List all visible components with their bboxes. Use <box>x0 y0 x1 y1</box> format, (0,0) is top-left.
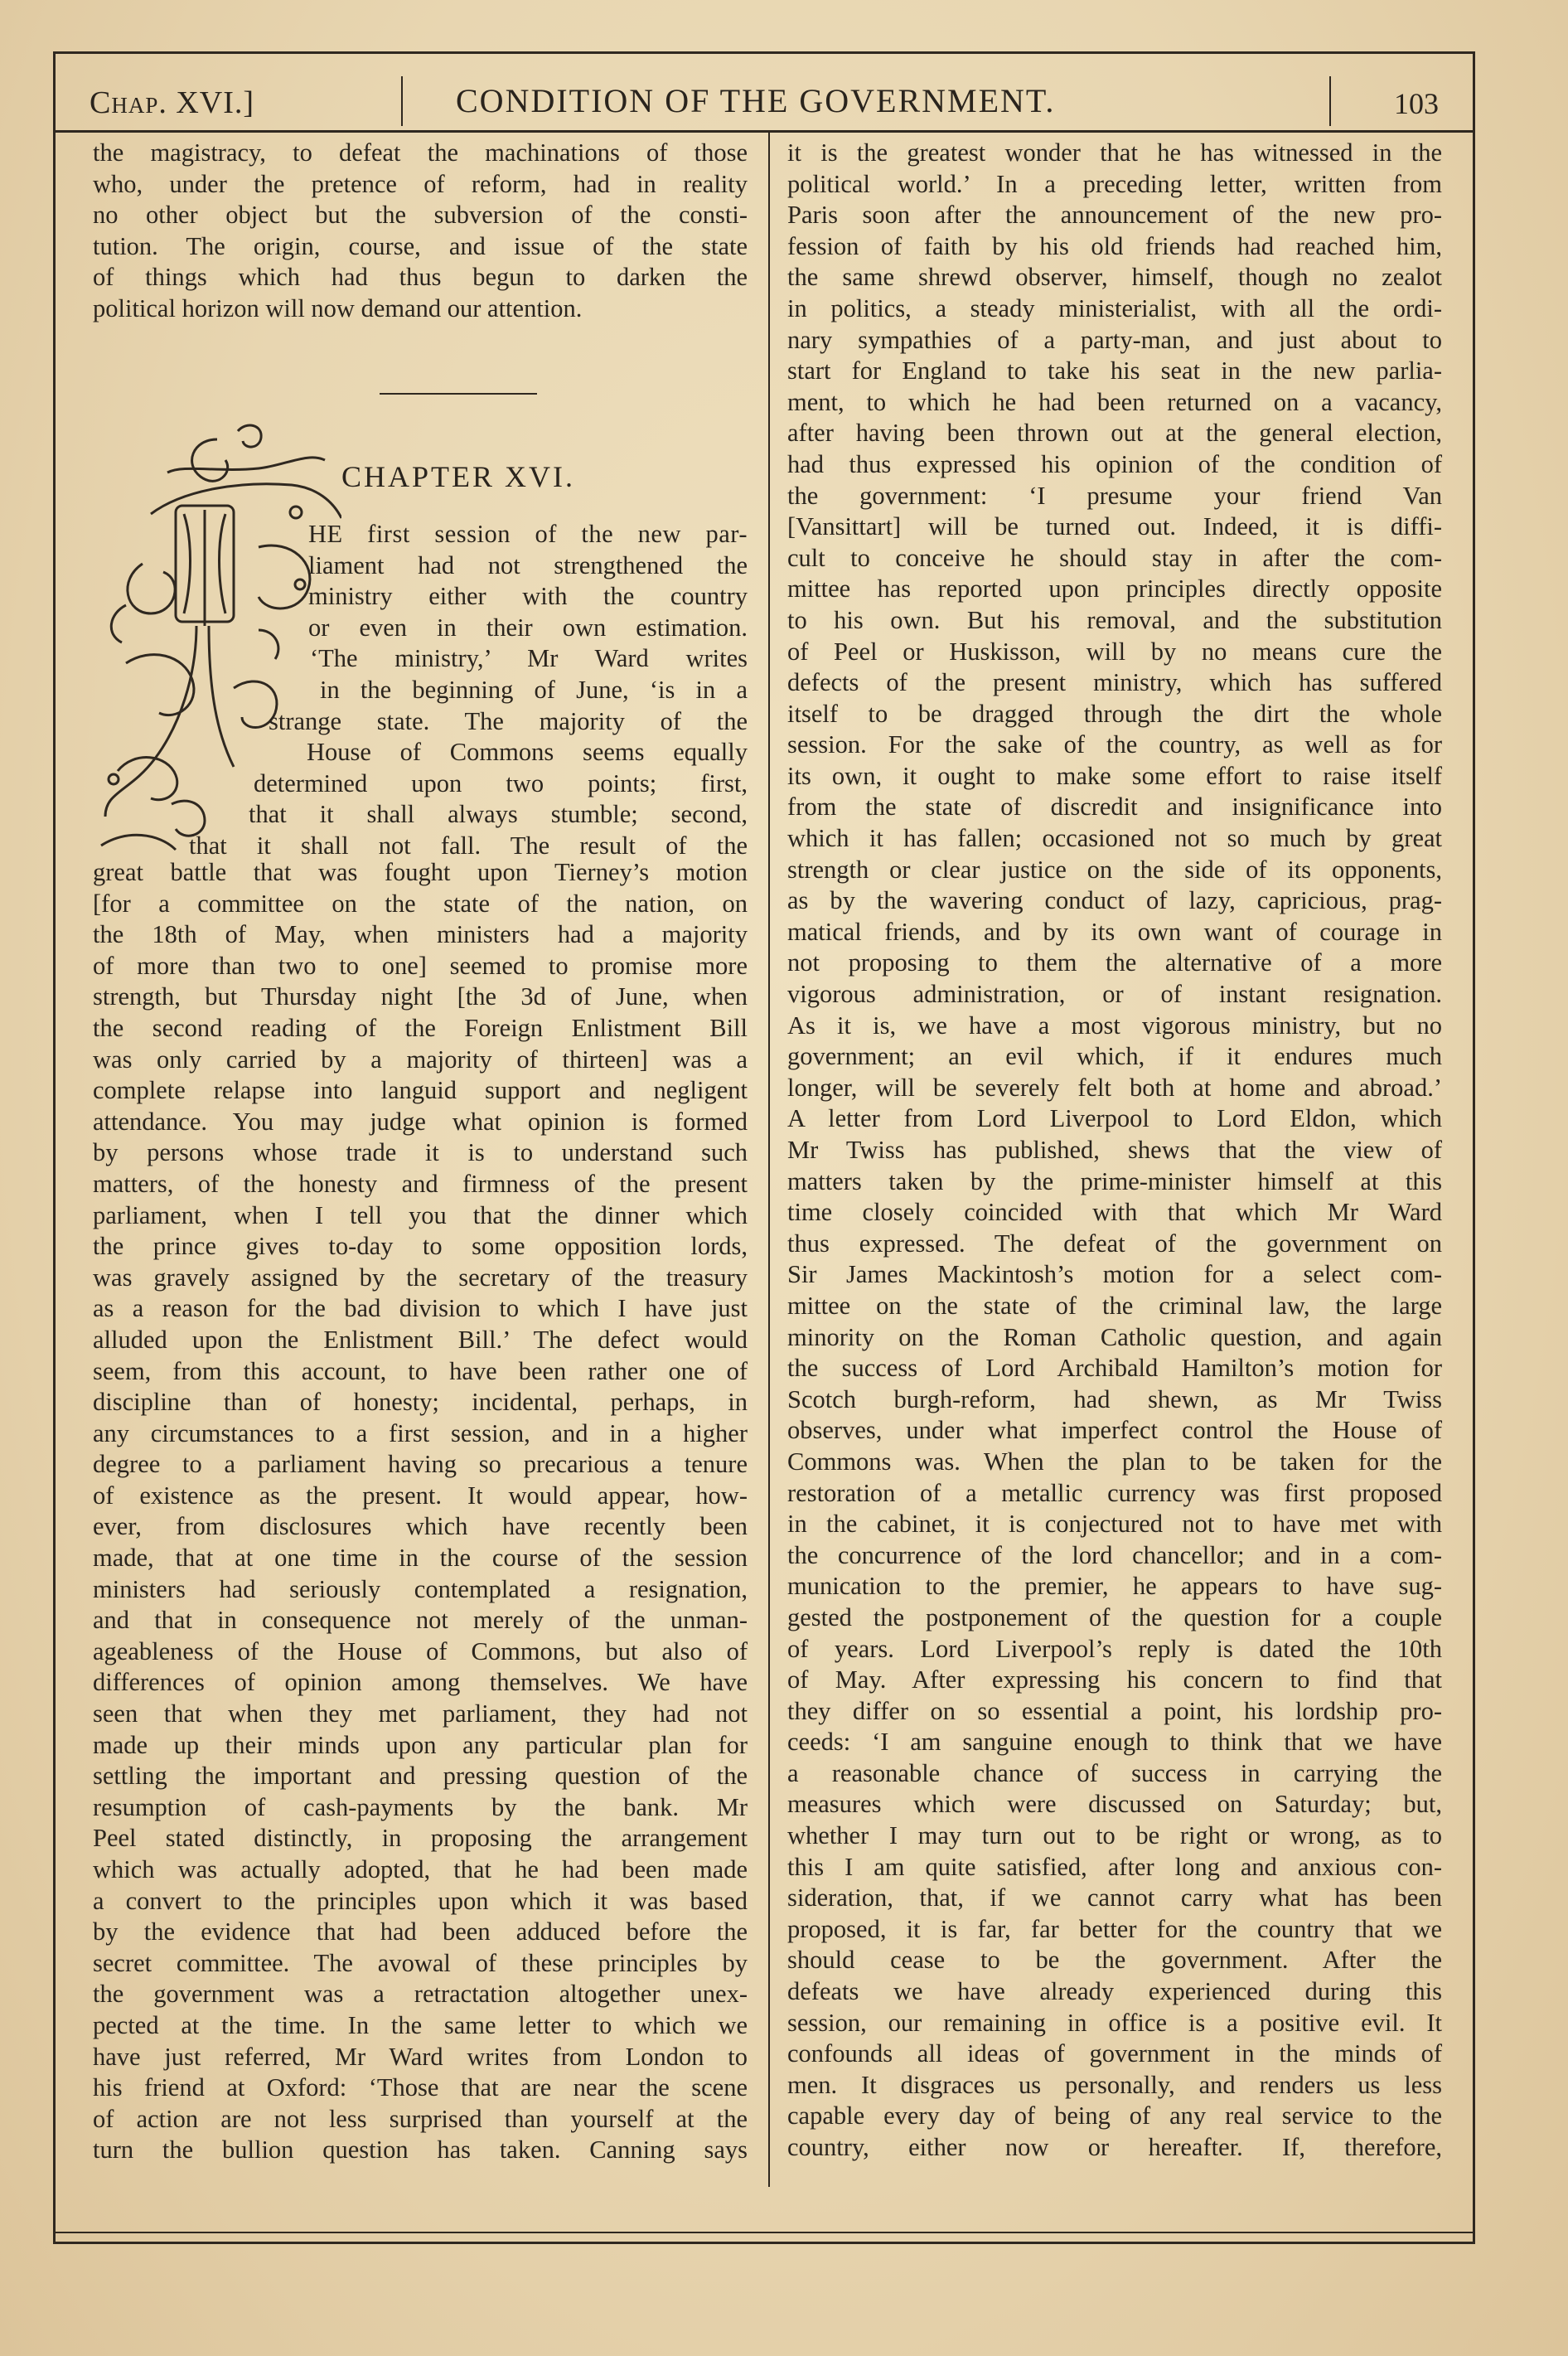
text-line: should cease to be the government. After the <box>787 1946 1442 1975</box>
text-line: As it is, we have a most vigorous ministry, but no <box>787 1011 1442 1040</box>
text-line: this I am quite satisfied, after long and anxious con- <box>787 1852 1442 1881</box>
text-line: the second reading of the Foreign Enlistment Bill <box>93 1013 748 1042</box>
text-line: the same shrewd observer, himself, though no zealot <box>787 263 1442 292</box>
text-line: men. It disgraces us personally, and renders us less <box>787 2070 1442 2099</box>
drop-cap-line: or even in their own estimation. <box>308 613 748 642</box>
running-header <box>53 51 1475 133</box>
header-divider <box>401 76 403 126</box>
text-line: its own, it ought to make some effort to raise itself <box>787 761 1442 790</box>
text-line: Mr Twiss has published, shews that the view of <box>787 1136 1442 1164</box>
text-line: his friend at Oxford: ‘Those that are near the scene <box>93 2073 748 2102</box>
text-line: the magistracy, to defeat the machinations of those <box>93 138 748 167</box>
text-line: [for a committee on the state of the nation, on <box>93 889 748 918</box>
text-line: of years. Lord Liverpool’s reply is dated the 10th <box>787 1634 1442 1663</box>
text-line: in the cabinet, it is conjectured not to have met with <box>787 1510 1442 1539</box>
text-line: country, either now or hereafter. If, therefore, <box>787 2133 1442 2161</box>
text-line: gested the postponement of the question for a couple <box>787 1602 1442 1631</box>
text-line: parliament, when I tell you that the dinner which <box>93 1200 748 1229</box>
drop-cap-line: HE first session of the new par- <box>308 520 748 548</box>
section-separator <box>380 393 537 395</box>
text-line: ageableness of the House of Commons, but also of <box>93 1636 748 1665</box>
text-line: strength, but Thursday night [the 3d of June, when <box>93 982 748 1011</box>
text-line: degree to a parliament having so precarious a tenure <box>93 1450 748 1479</box>
text-line: complete relapse into languid support and negligent <box>93 1076 748 1105</box>
text-line: session, our remaining in office is a positive evil. It <box>787 2008 1442 2037</box>
drop-cap-line: ministry either with the country <box>308 582 748 611</box>
right-body-text <box>787 138 1442 2164</box>
text-line: as a reason for the bad division to which I have just <box>93 1294 748 1323</box>
text-line: alluded upon the Enlistment Bill.’ The defect would <box>93 1325 748 1354</box>
drop-cap-line: strange state. The majority of the <box>269 706 748 735</box>
text-line: fession of faith by his old friends had reached him, <box>787 231 1442 260</box>
drop-cap-line: House of Commons seems equally <box>307 738 748 767</box>
text-line: longer, will be severely felt both at home and abroad.’ <box>787 1073 1442 1102</box>
text-line: Sir James Mackintosh’s motion for a select com- <box>787 1260 1442 1289</box>
column-rule <box>768 133 770 2187</box>
text-line: seen that when they met parliament, they had not <box>93 1699 748 1728</box>
text-line: of action are not less surprised than yourself at the <box>93 2104 748 2133</box>
text-line: mittee has reported upon principles directly opposite <box>787 574 1442 604</box>
text-line: tution. The origin, course, and issue of the state <box>93 231 748 260</box>
text-line: which it has fallen; occasioned not so much by great <box>787 824 1442 853</box>
text-line: made, that at one time in the course of the session <box>93 1544 748 1573</box>
text-line: itself to be dragged through the dirt the whole <box>787 699 1442 728</box>
bottom-rule <box>53 2232 1475 2233</box>
text-line: the 18th of May, when ministers had a majority <box>93 920 748 949</box>
text-line: of existence as the present. It would appear, how- <box>93 1481 748 1510</box>
text-line: observes, under what imperfect control the House of <box>787 1416 1442 1445</box>
text-line: of more than two to one] seemed to promise more <box>93 951 748 980</box>
text-line: ministers had seriously contemplated a resignation, <box>93 1574 748 1603</box>
text-line: Peel stated distinctly, in proposing the arrangement <box>93 1824 748 1853</box>
text-line: as by the wavering conduct of lazy, capricious, prag- <box>787 886 1442 915</box>
text-line: proposed, it is far, far better for the country that we <box>787 1914 1442 1943</box>
text-line: by the evidence that had been adduced before the <box>93 1917 748 1946</box>
text-line: after having been thrown out at the general election, <box>787 419 1442 448</box>
text-line: cult to conceive he should stay in after the com- <box>787 543 1442 572</box>
drop-cap-line: ‘The ministry,’ Mr Ward writes <box>310 644 748 673</box>
text-line: measures which were discussed on Saturday; but, <box>787 1790 1442 1819</box>
text-line: of Peel or Huskisson, will by no means cure the <box>787 637 1442 666</box>
text-line: political world.’ In a preceding letter, written from <box>787 169 1442 198</box>
text-line: ceeds: ‘I am sanguine enough to think that we have <box>787 1728 1442 1757</box>
text-line: great battle that was fought upon Tierney’s motion <box>93 858 748 886</box>
text-line: pected at the time. In the same letter to which we <box>93 2010 748 2039</box>
text-line: no other object but the subversion of the consti- <box>93 201 748 230</box>
left-top-paragraph <box>93 138 748 325</box>
text-line: had thus expressed his opinion of the condition of <box>787 449 1442 478</box>
text-line: matical friends, and by its own want of courage in <box>787 917 1442 946</box>
text-line: differences of opinion among themselves. We have <box>93 1668 748 1697</box>
text-line: to his own. But his removal, and the substitution <box>787 605 1442 634</box>
header-chapter: Chap. XVI.] <box>90 85 255 120</box>
text-line: made up their minds upon any particular plan for <box>93 1730 748 1759</box>
page-number: 103 <box>1394 87 1439 120</box>
text-line: ment, to which he had been returned on a vacancy, <box>787 387 1442 416</box>
text-line: defeats we have already experienced during this <box>787 1977 1442 2006</box>
text-line: not proposing to them the alternative of a more <box>787 948 1442 977</box>
drop-cap-line: in the beginning of June, ‘is in a <box>320 676 748 704</box>
text-line: strength or clear justice on the side of its opponents, <box>787 855 1442 884</box>
text-line: of May. After expressing his concern to find that <box>787 1665 1442 1694</box>
text-line: they differ on so essential a point, his lordship pro- <box>787 1696 1442 1725</box>
drop-cap-line: determined upon two points; first, <box>254 768 748 797</box>
text-line: time closely coincided with that which Mr Ward <box>787 1198 1442 1227</box>
text-line: resumption of cash-payments by the bank. Mr <box>93 1792 748 1821</box>
text-line: a convert to the principles upon which it was based <box>93 1886 748 1915</box>
text-line: nary sympathies of a party-man, and just about to <box>787 325 1442 354</box>
text-line: attendance. You may judge what opinion is formed <box>93 1107 748 1136</box>
text-line: thus expressed. The defeat of the government on <box>787 1229 1442 1258</box>
text-line: minority on the Roman Catholic question, and again <box>787 1322 1442 1351</box>
drop-cap-line: that it shall always stumble; second, <box>249 800 748 829</box>
header-title: CONDITION OF THE GOVERNMENT. <box>456 82 1056 119</box>
text-line: any circumstances to a first session, and in a higher <box>93 1418 748 1447</box>
text-line: of things which had thus begun to darken the <box>93 263 748 292</box>
text-line: mittee on the state of the criminal law, the large <box>787 1291 1442 1320</box>
text-line: munication to the premier, he appears to have sug- <box>787 1572 1442 1601</box>
text-line: Scotch burgh-reform, had shewn, as Mr Twiss <box>787 1384 1442 1413</box>
text-line: settling the important and pressing question of the <box>93 1762 748 1791</box>
text-line: confounds all ideas of government in the minds of <box>787 2039 1442 2068</box>
text-line: was only carried by a majority of thirteen] was a <box>93 1045 748 1074</box>
text-line: from the state of discredit and insignificance into <box>787 793 1442 822</box>
text-line: discipline than of honesty; incidental, perhaps, in <box>93 1388 748 1417</box>
text-line: in politics, a steady ministerialist, with all the ordi- <box>787 293 1442 322</box>
text-line: it is the greatest wonder that he has witnessed in the <box>787 138 1442 167</box>
text-line: restoration of a metallic currency was first proposed <box>787 1478 1442 1507</box>
text-line: start for England to take his seat in the new parlia- <box>787 356 1442 385</box>
header-divider <box>1329 76 1331 126</box>
left-body-text <box>93 857 748 2166</box>
text-line: capable every day of being of any real service to the <box>787 2101 1442 2131</box>
text-line: Paris soon after the announcement of the new pro- <box>787 201 1442 230</box>
text-line: by persons whose trade it is to understand such <box>93 1138 748 1167</box>
text-line: which was actually adopted, that he had been made <box>93 1855 748 1883</box>
text-line: turn the bullion question has taken. Canning says <box>93 2135 748 2165</box>
text-line: seem, from this account, to have been rather one of <box>93 1356 748 1385</box>
text-line: A letter from Lord Liverpool to Lord Eldon, which <box>787 1104 1442 1133</box>
drop-cap-line: liament had not strengthened the <box>308 550 748 579</box>
text-line: the prince gives to-day to some opposition lords, <box>93 1232 748 1261</box>
text-line: vigorous administration, or of instant resignation. <box>787 980 1442 1009</box>
text-line: whether I may turn out to be right or wrong, as to <box>787 1821 1442 1850</box>
text-line: session. For the sake of the country, as well as for <box>787 730 1442 759</box>
text-line: defects of the present ministry, which has suffered <box>787 668 1442 697</box>
text-line: matters taken by the prime-minister himself at this <box>787 1166 1442 1195</box>
text-line: [Vansittart] will be turned out. Indeed, it is diffi- <box>787 512 1442 541</box>
text-line: Commons was. When the plan to be taken for the <box>787 1447 1442 1476</box>
text-line: government; an evil which, if it endures much <box>787 1042 1442 1071</box>
text-line: the government: ‘I presume your friend Van <box>787 481 1442 510</box>
text-line: the government was a retractation altogether unex- <box>93 1980 748 2009</box>
text-line: the concurrence of the lord chancellor; and in a com- <box>787 1540 1442 1569</box>
text-line: was gravely assigned by the secretary of the treasury <box>93 1263 748 1292</box>
text-line: who, under the pretence of reform, had in reality <box>93 169 748 198</box>
drop-cap-line: that it shall not fall. The result of the <box>189 831 748 860</box>
text-line: matters, of the honesty and firmness of the present <box>93 1169 748 1198</box>
text-line: and that in consequence not merely of the unman- <box>93 1606 748 1635</box>
text-line: ever, from disclosures which have recently been <box>93 1512 748 1541</box>
text-line: political horizon will now demand our attention. <box>93 293 583 322</box>
chapter-heading: CHAPTER XVI. <box>341 460 576 493</box>
text-line: a reasonable chance of success in carrying the <box>787 1758 1442 1787</box>
text-line: secret committee. The avowal of these principles by <box>93 1948 748 1977</box>
text-line: have just referred, Mr Ward writes from London to <box>93 2042 748 2071</box>
text-line: the success of Lord Archibald Hamilton’s motion for <box>787 1354 1442 1383</box>
text-line: sideration, that, if we cannot carry what has been <box>787 1883 1442 1912</box>
